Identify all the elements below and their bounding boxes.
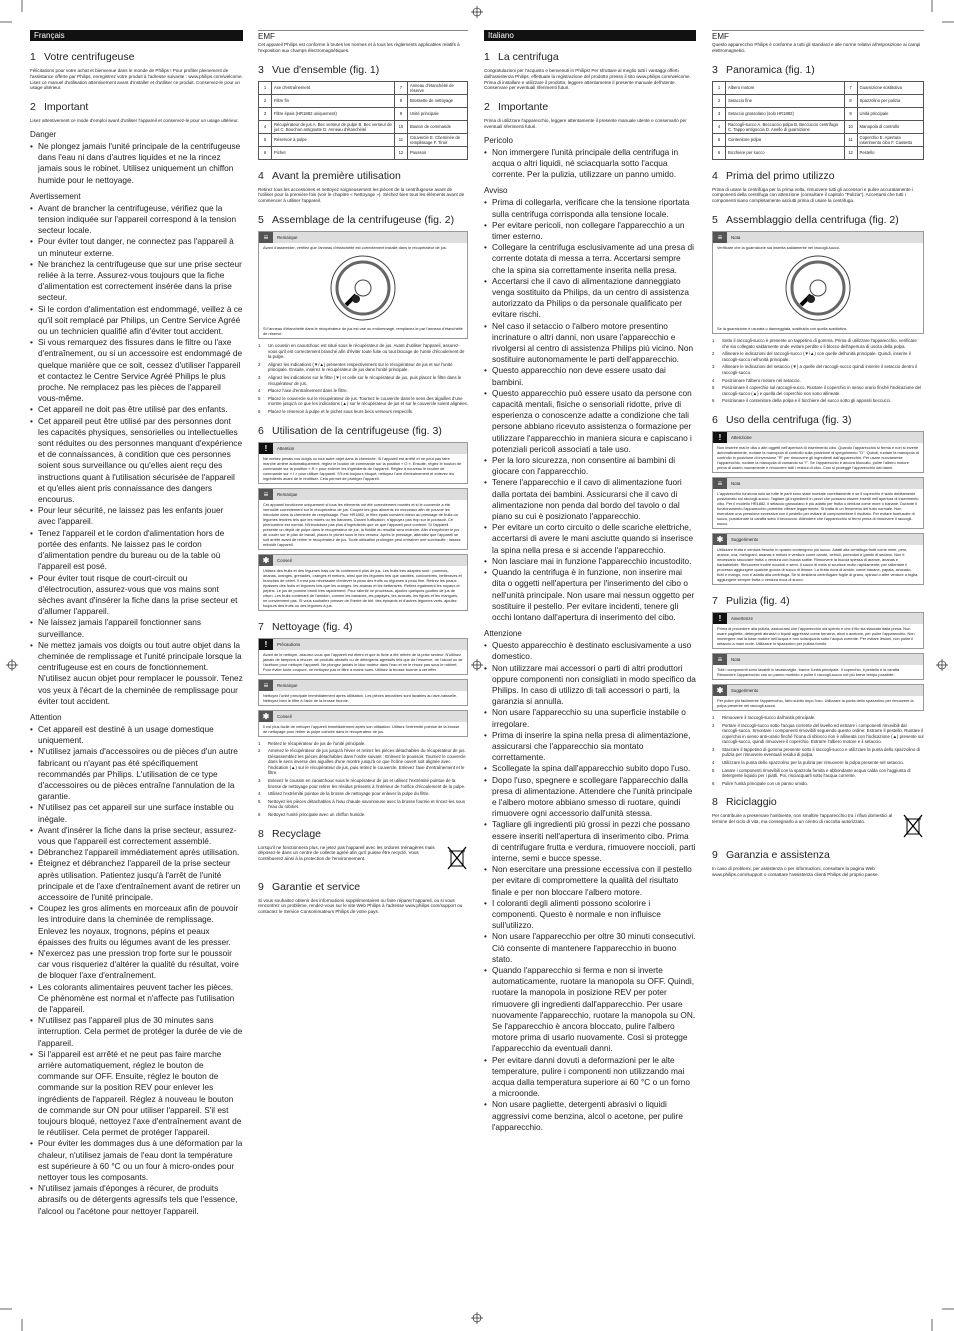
it-avviso-heading: Avviso	[484, 186, 508, 196]
it-s3-heading: 3 Panoramica (fig. 1)	[712, 63, 815, 76]
list-item: • Si le cordon d'alimentation est endommagé, veillez à ce qu'il soit remplacé par Philips, un Centre Service Agréé ou un technicien qualifié afin d'éviter tout accident.	[30, 304, 243, 338]
italian-column-2	[712, 30, 924, 881]
list-item: • Quando l'apparecchio si ferma e non si inverte automaticamente, ruotare la manopola su OFF. Quindi, ruotare la manopola in posizione REV per poter rimuovere gli ingredienti dall'apparecchio. Per usare nuovamente l'apparecchio, ruotare la manopola su ON. Se l'apparecchio è ancora bloccato, pulire l'albero motore prima di usarlo nuovamente. Così si protegge l'apparecchio da eventuali danni.	[484, 965, 696, 1055]
step-item: 4 Utilizzare la punta dello spazzolino per la pulizia per rimuovere la polpa presente nel setaccio.	[712, 760, 905, 766]
list-item: • Pour éviter tout risque de court-circuit ou d'électrocution, assurez-vous que vos mains sont sèches avant d'insérer la fiche dans la prise secteur et d'allumer l'appareil.	[30, 573, 243, 618]
list-item: • Les colorants alimentaires peuvent tacher les pièces. Ce phénomène est normal et n'affecte pas l'utilisation de l'appareil.	[30, 982, 243, 1016]
list-item: • N'utilisez jamais d'éponges à récurer, de produits abrasifs ou de détergents agressifs tels que l'essence, l'alcool ou l'acétone pour nettoyer l'appareil.	[30, 1183, 243, 1217]
step-item: 4 Placez l'axe d'entraînement dans le filtre.	[258, 388, 348, 394]
fr-s1-text: Félicitations pour votre achat et bienvenue dans le monde de Philips ! Pour profiter pleinement de l'assistance offerte par Philips, enregistrez votre produit à l'adresse suivante : www.philips.com/welcome. Lisez ce manuel d'utilisation attentivement avant d'installer et d'utiliser ce produit. Conservez-le pour un usage ultérieur.	[30, 68, 243, 91]
list-item: • Non immergere l'unità principale della centrifuga in acqua o altri liquidi, né sciacquarla sotto l'acqua corrente. Per la pulizia, utilizzare un panno umido.	[484, 147, 696, 181]
recycle-bin-icon	[446, 845, 468, 871]
list-item: • Non esercitare una pressione eccessiva con il pestello per evitare di compromettere la qualità del risultato finale e per non bloccare l'albero motore.	[484, 864, 696, 898]
it-s6-note-box: ≡ Nota L'apparecchio funziona solo se tutte le parti sono state montate correttamente e se il coperchio è stato debitamente posizionato sul raccogli-succo. Tagliare gli ingredienti in pezzi che possano essere inseriti nell'apertura di inserimento cibo. Per il modello HR1882, il setaccio grossolano è più adatto per frutta o verdura come more o banane. Durante il funzionamento l'apparecchio potrebbe vibrare leggermente. Si tratta di un fenomeno del tutto normale. Non esercitare una pressione eccessiva con il pestello per evitare di compromettere il risultato. Per evitare fuoriuscite di succo, posizionare la caraffa sotto il beccuccio. Attendere che l'apparecchio si fermi prima di rimuovere il raccogli-succo.	[712, 477, 924, 529]
list-item: • Avant d'insérer la fiche dans la prise secteur, assurez-vous que l'appareil est correctement assemblé.	[30, 825, 243, 847]
step-item: 3 Staccare il tappetino di gomma presente sotto il raccogli-succo e utilizzare la punta dello spazzolino di pulizia per rimuovere eventuali residui di polpa.	[712, 746, 920, 758]
it-pericolo-heading: Pericolo	[484, 135, 513, 145]
tip-icon: ✱	[713, 534, 727, 545]
it-s4-text: Prima di usare la centrifuga per la prima volta, rimuovere tutti gli accessori e pulire accuratamente i componenti della centrifuga con attenzione (consultare il capitolo "Pulizia"). Accertarsi che tutti i componenti siano completamente asciutti prima di usare la centrifuga.	[712, 186, 913, 204]
it-s4-heading: 4 Prima del primo utilizzo	[712, 169, 835, 182]
it-s5-heading: 5 Assemblaggio della centrifuga (fig. 2)	[712, 213, 899, 226]
fr-s6-note-box: ≡ Remarque Cet appareil fonctionne uniquement si tous les éléments ont été correctement montés et si le couvercle a été verrouillé correctement sur le récupérateur de jus. Coupez les gros aliments en morceaux afin de pouvoir les introduire dans la cheminée de remplissage. Pour HR1882, le filtre épais convient mieux au pressage de fruits ou légumes tendres tels que les mûres ou les bananes. Durant l'utilisation, n'appuyez pas trop sur le poussoir. Ce phénomène est normal. N'introduisez pas plus d'ingrédients que ce que l'appareil peut contenir. Si l'appareil présente un dépôt de pulpe dans le récupérateur de jus, la fluidité du résultat sera moindre. Afin d'empêcher le jus de couler sur le plan de travail, placez le pichet sous le bec verseur. Après le pressage, attendez que l'appareil se soit arrêté avant de retirer le récupérateur de jus. Toute utilisation prolongée peut entraîner une surchauffe ; laissez refroidir l'appareil.	[258, 488, 468, 550]
list-item: • Quando la centrifuga è in funzione, non inserire mai dita o oggetti nell'apertura per l'inserimento del cibo o nell'unità principale. Non usare mai nessun oggetto per sostituire il pestello. Per evitare incidenti, tenere gli occhi lontano dall'apertura di inserimento del cibo.	[484, 567, 696, 623]
warning-icon: !	[713, 613, 727, 624]
fr-s7-warning-box: ! Précautions Avant de le nettoyer, assurez-vous que l'appareil est éteint et que la fiche a été retirée de la prise secteur. N'utilisez jamais de tampons à récurer, de produits abrasifs ou de détergents agressifs tels que de l'essence, de l'alcool ou de l'acétone pour nettoyer l'appareil. Ne plongez jamais le bloc moteur dans l'eau et ne le rincez pas sous le robinet. Pour éviter toute coupure, ne nettoyez pas le filtre à mains nues. Utilisez la brosse fournie à cet effet.	[258, 638, 468, 675]
list-item: • N'exercez pas une pression trop forte sur le poussoir car vous risqueriez d'altérer la qualité du résultat, voire de bloquer l'axe d'entraînement.	[30, 948, 243, 982]
gasket-illustration	[717, 250, 919, 326]
fr-emf-text: Cet appareil Philips est conforme à toutes les normes et à tous les règlements applicables relatifs à l'exposition aux champs électromagnétiques.	[258, 42, 460, 53]
list-item: • Per evitare danni dovuti a deformazioni per le alte temperature, pulire i componenti non utilizzando mai acqua dalla temperatura superiore ai 60 °C o un forno a microonde.	[484, 1055, 696, 1100]
french-column	[30, 30, 243, 1217]
step-item: 3 Alignez les indications sur le filtre (▼) et celle sur le récupérateur de jus, puis placez le filtre dans le récupérateur de jus.	[258, 374, 462, 386]
italian-column	[484, 30, 696, 1133]
it-s5-note1: Verificare che la guarnizione sia inserita saldamente nel raccogli-succo.	[717, 244, 841, 250]
list-item: • Scollegate la spina dall'apparecchio subito dopo l'uso.	[484, 763, 696, 774]
list-item: • Débranchez l'appareil immédiatement après utilisation.	[30, 847, 243, 858]
fr-attention-list	[30, 724, 243, 1217]
list-item: • Dopo l'uso, spegnere e scollegare l'apparecchio dalla presa di alimentazione. Attendere che l'unità principale e l'albero motore abbiano smesso di ruotare, quindi rimuovere ogni accessorio dall'unità stessa.	[484, 775, 696, 820]
tip-icon: ✱	[259, 555, 273, 566]
list-item: • Non usare l'apparecchio per oltre 30 minuti consecutivi. Ciò consente di mantenere l'apparecchio in buono stato.	[484, 931, 696, 965]
it-s7-steps	[712, 715, 924, 787]
step-item: 5 Nettoyez les pièces détachables à l'eau chaude savonneuse avec la brosse fournie et rincez-les sous l'eau du robinet.	[258, 798, 466, 810]
it-s7-warning-box: ! Avvertenze Prima di procedere alla pulizia, assicurarsi che l'apparecchio sia spento e che il filo sia staccato dalla presa. Non usare pagliette, detergenti abrasivi o liquidi aggressivi come benzina, alcol o acetone, per pulire l'apparecchio. Non immergere mai la base motore nell'acqua e non sciacquarla sotto l'acqua corrente. Per evitare lesioni, non pulire il setaccio a mani nude. Utilizzare lo spazzolino per pulizia fornito.	[712, 612, 924, 649]
fr-danger-heading: Danger	[30, 129, 57, 139]
fr-s6-heading: 6 Utilisation de la centrifugeuse (fig. 3)	[258, 424, 442, 437]
list-item: • I coloranti degli alimenti possono scolorire i componenti. Questo è normale e non influisce sull'utilizzo.	[484, 898, 696, 932]
list-item: • Si vous remarquez des fissures dans le filtre ou l'axe d'entraînement, ou si un accessoire est endommagé de quelque manière que ce soit, cessez d'utiliser l'appareil et contactez le Centre Service Agréé Philips le plus proche. Ne remplacez pas les pièces de l'appareil vous-même.	[30, 337, 243, 404]
emf-tag-fr: EMF	[258, 30, 468, 42]
fr-s4-heading: 4 Avant la première utilisation	[258, 169, 401, 182]
table-row: 6 Bicchiere per succo 12 Pestello	[713, 146, 924, 159]
fr-s5-note1: Avant d'assembler, vérifiez que l'anneau d'étanchéité est correctement installé dans le récupérateur de jus.	[263, 244, 447, 250]
step-item: 6 Posizionare il contenitore della polpa e il bicchiere del succo sotto gli appositi beccucci.	[712, 398, 892, 404]
fr-s7-heading: 7 Nettoyage (fig. 4)	[258, 620, 353, 633]
tip-icon: ✱	[713, 685, 727, 696]
list-item: • Avant de brancher la centrifugeuse, vérifiez que la tension indiquée sur l'appareil correspond à la tension secteur locale.	[30, 203, 243, 237]
table-row: 3 Setaccio grossolano (solo HR1882) 9 Unità principale	[713, 107, 924, 120]
list-item: • Cet appareil peut être utilisé par des personnes dont les capacités physiques, sensorielles ou intellectuelles sont réduites ou des personnes manquant d'expérience et de connaissances, à condition que ces personnes soient sous surveillance ou qu'elles aient reçu des instructions quant à l'utilisation sécurisée de l'appareil et qu'elles aient pris connaissance des dangers encourus.	[30, 416, 243, 506]
warning-icon: !	[259, 443, 273, 454]
step-item: 1 Sotto il raccogli-succo è presente un tappetino di gomma. Prima di utilizzare l'apparecchio, verificare che sia collegato saldamente onde evitare perdite o il blocco dell'apertura di uscita della polpa.	[712, 337, 917, 349]
note-icon: ≡	[259, 232, 273, 243]
it-s2-heading: 2 Importante	[484, 101, 549, 114]
fr-s7-note-box: ≡ Remarque Nettoyez l'unité principale immédiatement après utilisation. Les pièces amovibles sont lavables au lave-vaisselle. Nettoyez bien le filtre à l'aide de la brosse fournie.	[258, 679, 468, 706]
fr-s5-note-box: ≡ Remarque Avant d'assembler, vérifiez que l'anneau d'étanchéité est correctement installé dans le récupérateur de jus. Si l'anneau d'étanchéité dans le récupérateur de jus est usé ou endommagé, remplacez-le par l'anneau d'étanchéité de réserve.	[258, 231, 468, 339]
fr-s8-heading: 8 Recyclage	[258, 827, 322, 840]
fr-s6-warning-box: ! Attention Ne mettez jamais vos doigts ou tout autre objet dans la cheminée. Si l'appareil est arrêté et ne peut pas faire marche arrière automatiquement, réglez le bouton de commande sur la position « O ». Ensuite, réglez le bouton de commande sur la position « R » pour enlever les ingrédients de l'appareil. Réglez à nouveau le bouton de commande sur « I » pour utiliser l'appareil. S'il est toujours bloqué, nettoyez l'axe d'entraînement et enlevez les ingrédients avant de le réutiliser. Cela permet de protéger l'appareil.	[258, 442, 468, 484]
list-item: • Non utilizzare mai accessori o parti di altri produttori oppure componenti non consigliati in modo specifico da Philips. In caso di utilizzo di tali accessori o parti, la garanzia si annulla.	[484, 663, 696, 708]
list-item: • Prima di inserire la spina nella presa di alimentazione, assicurarsi che l'apparecchio sia montato correttamente.	[484, 730, 696, 764]
table-row: 4 Raccogli-succo A. Beccuccio polpa B. Beccuccio centrifuga C. Tappo antigoccia D. Anello di guarnizione 10 Manopola di controllo	[713, 120, 924, 133]
fr-s2-text: Lisez attentivement ce mode d'emploi avant d'utiliser l'appareil et conservez-le pour un usage ultérieur.	[30, 118, 239, 124]
list-item: • Si l'appareil est arrêté et ne peut pas faire marche arrière automatiquement, réglez le bouton de commande sur OFF. Ensuite, réglez le bouton de commande sur la position REV pour enlever les ingrédients de l'appareil. Réglez à nouveau le bouton de commande sur ON pour utiliser l'appareil. S'il est toujours bloqué, nettoyez l'axe d'entraînement avant de le réutiliser. Cela permet de protéger l'appareil.	[30, 1049, 243, 1139]
it-s6-tips-box: ✱ Suggerimento Utilizzare frutta e verdura fresche in quanto contengono più succo. Adatti alla centrifuga frutti come mele, pere, arance, uva, melograni, ananas e meloni e verdure come carote, cetrioli, pomodori e gambi di sedano. Non è necessario sbucciare frutta o verdura con buccia sottile. Rimuovere la buccia spessa di arance, ananas e barbabietole. Rimuovere inoltre noccioli e semi. Il succo di mela si scurisce molto rapidamente; per rallentare il processo aggiungere qualche goccia di succo di limone. La frutta ricca di amido, come banane, papaia, avocado, fichi e mango, non è adatta alla centrifuga. Se si desidera centrifugare foglie di grano, spinaci o altre verdure a foglia, aggiungere sempre frutta o verdura ricca di succo.	[712, 533, 924, 585]
it-s5-note-box: ≡ Nota Verificare che la guarnizione sia inserita saldamente nel raccogli-succo. Se la guarnizione è usurata o danneggiata, sostituirla con quella sostitutiva.	[712, 231, 924, 334]
fr-attention-heading: Attention	[30, 712, 62, 722]
it-s7-note-box: ≡ Nota Tutti i componenti sono lavabili in lavastoviglie, tranne l'unità principale. Il coperchio, il pestello e la caraffa. Rimuovere l'apparecchio con un panno morbido e pulire il raccogli-succo nel più breve tempo possibile.	[712, 653, 924, 680]
list-item: • Tenere l'apparecchio e il cavo di alimentazione fuori dalla portata dei bambini. Assicurarsi che il cavo di alimentazione non penda dal bordo del tavolo o dal piano su cui è posizionato l'apparecchio.	[484, 477, 696, 522]
it-s6-heading: 6 Uso della centrifuga (fig. 3)	[712, 413, 852, 426]
list-item: • Cet appareil est destiné à un usage domestique uniquement.	[30, 724, 243, 746]
note-icon: ≡	[713, 478, 727, 489]
table-row: 2 Setaccio fine 8 Spazzolino per pulizia	[713, 94, 924, 107]
it-s9-heading: 9 Garanzia e assistenza	[712, 849, 830, 862]
it-s9-text: In caso di problemi, per assistenza o per informazioni, consultare la pagina Web www.philips.com/support o contattare l'assistenza clienti Philips del proprio paese.	[712, 866, 879, 878]
table-row: 5 Contenitore polpa 11 Coperchio E. Apertura inserimento cibo F. Cassetto	[713, 133, 924, 146]
step-item: 3 Enlevez le coussin en caoutchouc sous le récupérateur de jus et utilisez l'extrémité pointue de la brosse de nettoyage pour retirer les résidus présents à l'intérieur de l'orifice d'écoulement de la pulpe.	[258, 778, 466, 789]
table-row: 4 Récupérateur de jus A. Bec verseur de pulpe B. Bec verseur de jus C. Bouchon antigoutte D. Anneau d'étanchéité 10 Bouton de commande	[259, 120, 468, 133]
list-item: • N'utilisez pas l'appareil plus de 30 minutes sans interruption. Cela permet de protéger la durée de vie de l'appareil.	[30, 1015, 243, 1049]
table-row: 1 Albero motore 7 Guarnizione sostitutiva	[713, 81, 924, 94]
it-s5-note2: Se la guarnizione è usurata o danneggiata, sostituirla con quella sostitutiva.	[717, 325, 847, 331]
list-item: • Ne laissez jamais l'appareil fonctionner sans surveillance.	[30, 617, 243, 639]
it-s7-tips-box: ✱ Suggerimento Per pulire più facilmente l'apparecchio, farlo subito dopo l'uso. Utilizzare la punta dello spazzolino per rimuovere la polpa presente nel raccogli-succo.	[712, 684, 924, 711]
it-s5-steps	[712, 338, 924, 404]
it-attenzione-list	[484, 640, 696, 1133]
table-row: 2 Filtre fin 8 Brossette de nettoyage	[259, 94, 468, 107]
fr-avert-heading: Avertissement	[30, 191, 81, 201]
it-s7-heading: 7 Pulizia (fig. 4)	[712, 594, 790, 607]
list-item: • Prima di collegarla, verificare che la tensione riportata sulla centrifuga corrisponda alla tensione locale.	[484, 197, 696, 219]
step-item: 5 Placez le couvercle sur le récupérateur de jus. Tournez le couvercle dans le sens des aiguilles d'une montre jusqu'à ce que les indications (▲) sur le récupérateur de jus et sur le couvercle soient alignées.	[258, 395, 468, 407]
step-item: 5 Posizionare il coperchio sul raccogli-succo. Ruotare il coperchio in senso orario finché l'indicazione del raccogli-succo (▲) e quella del coperchio non sono allineate.	[712, 385, 922, 396]
step-item: 1 Rimuovere il raccogli-succo dall'unità principale.	[712, 714, 816, 720]
fr-danger-list	[30, 141, 243, 186]
fr-s3-heading: 3 Vue d'ensemble (fig. 1)	[258, 63, 380, 76]
step-item: 6 Pulire l'unità principale con un panno umido.	[712, 780, 809, 786]
fr-s1-heading: 1 Votre centrifugeuse	[30, 51, 135, 63]
table-row: 5 Réservoir à pulpe 11 Couvercle E. Cheminée de remplissage F. Tiroir	[259, 133, 468, 146]
step-item: 5 Lavare i componenti rimovibili con la spazzola fornita e abbondante acqua calda con l'aggiunta di detergente liquido per i piatti. Poi, risciacquarli sotto l'acqua corrente.	[712, 767, 911, 779]
fr-parts-table	[258, 81, 468, 160]
list-item: • Non usare l'apparecchio su una superficie instabile o irregolare.	[484, 707, 696, 729]
table-row: 1 Axe d'entraînement 7 Anneau d'étanchéité de réserve	[259, 81, 468, 94]
fr-s9-text: Si vous souhaitez obtenir des informations supplémentaires ou faire réparer l'appareil, ou si vous rencontrez un problème, rendez-vous sur le site Web Philips à l'adresse www.philips.com/support ou contactez le Service Consommateurs Philips de votre pays.	[258, 897, 463, 915]
list-item: • Pour leur sécurité, ne laissez pas les enfants jouer avec l'appareil.	[30, 505, 243, 527]
list-item: • Éteignez et débranchez l'appareil de la prise secteur après utilisation. Patientez jusqu'à l'arrêt de l'unité principale et de l'axe d'entraînement avant de retirer un accessoire de l'unité principale.	[30, 858, 243, 903]
note-icon: ≡	[713, 654, 727, 665]
it-s1-heading: 1 La centrifuga	[484, 51, 559, 63]
step-item: 1 Retirez le récupérateur de jus de l'unité principale.	[258, 740, 366, 746]
list-item: • Per evitare un corto circuito o delle scariche elettriche, accertarsi di avere le mani asciutte quando si inserisce la spina nella presa e si accende l'apparecchio.	[484, 522, 696, 556]
it-pericolo-list	[484, 147, 696, 181]
list-item: • Pour éviter tout danger, ne connectez pas l'appareil à un minuteur externe.	[30, 236, 243, 258]
table-row: 3 Filtre épais (HR1882 uniquement) 9 Unité principale	[259, 107, 468, 120]
it-avviso-list	[484, 197, 696, 623]
list-item: • Questo apparecchio non deve essere usato dai bambini.	[484, 365, 696, 387]
fr-avert-list	[30, 203, 243, 707]
list-item: • Ne plongez jamais l'unité principale de la centrifugeuse dans l'eau ni dans d'autres liquides et ne la rincez jamais sous le robinet. Utilisez uniquement un chiffon humide pour le nettoyage.	[30, 141, 243, 186]
list-item: • Tenez l'appareil et le cordon d'alimentation hors de portée des enfants. Ne laissez pas le cordon d'alimentation pendre du bureau ou de la table où l'appareil est posé.	[30, 528, 243, 573]
list-item: • Collegare la centrifuga esclusivamente ad una presa di corrente dotata di messa a terra. Accertarsi sempre che la spina sia correttamente inserita nella presa.	[484, 242, 696, 276]
fr-s8-text: Lorsqu'il ne fonctionnera plus, ne jetez pas l'appareil avec les ordures ménagères mais déposez-le dans un centre de collecte agréé afin qu'il puisse être recyclé. Vous contribuerez ainsi à la protection de l'environnement.	[258, 844, 435, 862]
list-item: • N'utilisez pas cet appareil sur une surface instable ou inégale.	[30, 802, 243, 824]
fr-s5-heading: 5 Assemblage de la centrifugeuse (fig. 2)	[258, 213, 455, 226]
step-item: 2 Alignez les indications (▼/▲) présentes respectivement sur le récupérateur de jus et sur l'unité principale. Ensuite, insérez le récupérateur de jus dans l'unité principale.	[258, 361, 453, 373]
it-emf-text: Questo apparecchio Philips è conforme a tutti gli standard e alle norme relativi all'esposizione ai campi elettromagnetici.	[712, 42, 921, 53]
it-s2-text: Prima di utilizzare l'apparecchio, leggere attentamente il presente manuale utente e conservarlo per eventuali riferimenti futuri.	[484, 118, 687, 129]
it-attenzione-heading: Attenzione	[484, 629, 522, 639]
language-tag-it: Italiano	[484, 30, 696, 41]
step-item: 2 Amenez le récupérateur de jus jusqu'à l'évier et retirez les pièces détachables du récupérateur de jus. Désassemblez les pièces détachables dans l'ordre suivant : Enlevez le poussoir. Tournez le couvercle dans le sens inverse des aiguilles d'une montre jusqu'à ce que l'icône ouvert soit alignée avec l'indication (▲) sur le récupérateur de jus, puis retirez le couvercle. Enlevez l'axe d'entraînement et le filtre.	[258, 748, 466, 776]
language-tag-fr: Français	[30, 30, 243, 41]
fr-s7-tips-box: ✱ Conseil Il est plus facile de nettoyer l'appareil immédiatement après son utilisation. Utilisez l'extrémité pointue de la brosse de nettoyage pour retirer la pulpe coincée dans le récupérateur de jus.	[258, 710, 468, 737]
step-item: 6 Nettoyez l'unité principale avec un chiffon humide.	[258, 812, 366, 818]
list-item: • Questo apparecchio può essere usato da persone con capacità mentali, fisiche o sensoriali ridotte, prive di esperienza o conoscenze adatte a condizione che tali persone abbiano ricevuto assistenza o formazione per utilizzare l'apparecchio in maniera sicura e capiscano i potenziali pericoli associati a tale uso.	[484, 388, 696, 455]
list-item: • Coupez les gros aliments en morceaux afin de pouvoir les introduire dans la cheminée de remplissage. Enlevez les noyaux, trognons, pépins et peaux épaisses des fruits ou légumes avant de les presser.	[30, 903, 243, 948]
list-item: • Non usare pagliette, detergenti abrasivi o liquidi aggressivi come benzina, alcol o acetone, per pulire l'apparecchio.	[484, 1099, 696, 1133]
list-item: • Per la loro sicurezza, non consentire ai bambini di giocare con l'apparecchio.	[484, 455, 696, 477]
step-item: 4 Posizionare l'albero motore nel setaccio.	[712, 377, 801, 383]
it-s8-heading: 8 Riciclaggio	[712, 796, 777, 809]
fr-s4-text: Retirez tous les accessoires et nettoyez soigneusement les pièces de la centrifugeuse avant de l'utiliser pour la première fois (voir le chapitre « Nettoyage »). Séchez bien tous les éléments avant de commencer à utiliser l'appareil.	[258, 186, 465, 204]
fr-s7-steps	[258, 741, 468, 818]
note-icon: ≡	[259, 489, 273, 500]
gasket-illustration	[263, 250, 463, 326]
fr-s6-tips-box: ✱ Conseil Utilisez des fruits et des légumes frais car ils contiennent plus de jus. Les fruits très adaptés sont : pommes, ananas, oranges, grenades, oranges et melons, ainsi que les légumes tels que carottes, concombres, betteraves et branches de céleri. Il n'est pas nécessaire d'enlever la peau des fruits ou légumes à peau fine. Retirez les peaux épaisses des fruits et légumes tels que les oranges, les ananas et les betteraves. Retirez également les noyaux et pépins. Le jus de pomme brunit très rapidement. Pour ralentir ce processus, ajoutez quelques gouttes de jus de citron. Les fruits contenant de l'amidon, comme les bananes, les papayes, les avocats, les figues et les mangues, ne conviennent pas. Si vous souhaitez presser de l'herbe de blé, des épinards et d'autres légumes verts, ajoutez toujours des fruits ou des légumes à jus.	[258, 554, 468, 611]
fr-s5-steps	[258, 343, 468, 415]
list-item: • Ne branchez la centrifugeuse que sur une prise secteur reliée à la terre. Assurez-vous toujours que la fiche d'alimentation est correctement insérée dans la prise secteur.	[30, 259, 243, 304]
it-parts-table	[712, 81, 924, 160]
fr-s2-heading: 2 Important	[30, 101, 89, 114]
table-row: 6 Pichet 12 Poussoir	[259, 146, 468, 159]
step-item: 4 Utilisez l'extrémité pointue de la brosse de nettoyage pour enlever la pulpe du filtre.	[258, 791, 430, 797]
warning-icon: !	[713, 432, 727, 443]
emf-tag-it: EMF	[712, 30, 924, 42]
list-item: • Non lasciare mai in funzione l'apparecchio incustodito.	[484, 556, 696, 567]
list-item: • N'utilisez jamais d'accessoires ou de pièces d'un autre fabricant ou n'ayant pas été spécifiquement recommandés par Philips. L'utilisation de ce type d'accessoires ou de pièces entraîne l'annulation de la garantie.	[30, 746, 243, 802]
list-item: • Per evitare pericoli, non collegare l'apparecchio a un timer esterno.	[484, 220, 696, 242]
step-item: 2 Portare il raccogli-succo sotto l'acqua corrente del lavello ed estrarre i componenti rimovibili dal raccogli-succo. Smontare i componenti rimovibili seguendo questo ordine: Estrarre il pestello. Ruotare il coperchio in senso anti-orario finché l'icona di sblocco non è allineata con l'indicazione (▲) presente sul raccogli-succo, quindi rimuovere il coperchio. Estrarre l'albero motore e il setaccio.	[712, 722, 924, 745]
french-column-2	[258, 30, 468, 918]
list-item: • Tagliare gli ingredienti più grossi in pezzi che possano essere inseriti nell'apertura di inserimento cibo. Prima di centrifugare frutta e verdura, rimuovere noccioli, parti interne, semi e bucce spesse.	[484, 819, 696, 864]
list-item: • Questo apparecchio è destinato esclusivamente a uso domestico.	[484, 640, 696, 662]
it-s6-warning-box: ! Attenzione Non inserire mai le dita o altri oggetti nell'apertura di inserimento cibo. Quando l'apparecchio si ferma e non si inverte automaticamente, ruotare la manopola di controllo sulla posizione di spegnimento "O". Quindi, ruotare la manopola di controllo in posizione di inversione "R" per rimuovere gli ingredienti dall'apparecchio. Per usare nuovamente l'apparecchio, ruotare la manopola di comando su "I". Se l'apparecchio è ancora bloccato, pulire l'albero motore prima di usarlo nuovamente e rimuovere tutti i residui di cibo. Così si protegge l'apparecchio dai danni.	[712, 431, 924, 473]
warning-icon: !	[259, 639, 273, 650]
fr-s9-heading: 9 Garantie et service	[258, 880, 361, 893]
step-item: 1 Un coussin en caoutchouc est situé sous le récupérateur de jus. Avant d'utiliser l'appareil, assurez-vous qu'il est correctement branché afin d'éviter toute fuite ou tout blocage de l'unité d'écoulement de la pulpe.	[258, 342, 465, 360]
list-item: • Accertarsi che il cavo di alimentazione danneggiato venga sostituito da Philips, da un centro di assistenza autorizzato da Philips o da personale qualificato per evitare rischi.	[484, 276, 696, 321]
step-item: 3 Allineare le indicazioni del setaccio (▼) a quelle del raccogli-succo quindi inserire il setaccio dentro il raccogli-succo.	[712, 364, 918, 375]
list-item: • Cet appareil ne doit pas être utilisé par des enfants.	[30, 404, 243, 415]
note-icon: ≡	[259, 680, 273, 691]
it-s8-text: Per contribuire a preservare l'ambiente, non smaltire l'apparecchio tra i rifiuti domestici al termine del ciclo di vita, ma consegnarlo a un centro di raccolta autorizzato.	[712, 813, 893, 825]
fr-s5-note2: Si l'anneau d'étanchéité dans le récupérateur de jus est usé ou endommagé, remplacez-le par l'anneau d'étanchéité de réserve.	[263, 325, 463, 336]
recycle-bin-icon	[902, 813, 924, 839]
list-item: • Pour éviter les dommages dus à une déformation par la chaleur, n'utilisez jamais de l'eau dont la température est supérieure à 60 °C ou un four à micro-ondes pour nettoyer tous les composants.	[30, 1138, 243, 1183]
list-item: • Nel caso il setaccio o l'albero motore presentino incrinature o altri danni, non usare l'apparecchio e rivolgersi al centro di assistenza Philips più vicino. Non sostituire autonomamente le parti dell'apparecchio.	[484, 321, 696, 366]
list-item: • Ne mettez jamais vos doigts ou tout autre objet dans la cheminée de remplissage et l'unité principale lorsque la centrifugeuse est en cours de fonctionnement. N'utilisez aucun objet pour remplacer le poussoir. Tenez vos yeux à l'écart de la cheminée de remplissage pour éviter tout accident.	[30, 640, 243, 707]
step-item: 6 Placez le réservoir à pulpe et le pichet sous leurs becs verseurs respectifs.	[258, 408, 414, 414]
tip-icon: ✱	[259, 711, 273, 722]
note-icon: ≡	[713, 232, 727, 243]
step-item: 2 Allineare le indicazioni del raccogli-succo (▼/▲) con quelle dell'unità principale. Quindi, inserire il raccogli-succo nell'unità principale.	[712, 351, 911, 362]
it-s1-text: Congratulazioni per l'acquisto e benvenuti in Philips! Per sfruttare al meglio tutti i vantaggi offerti dall'assistenza Philips, effettuate la registrazione del prodotto presso il sito www.philips.com/welcome. Prima di installare e utilizzare il prodotto, leggere attentamente il presente manuale dell'utente. Conservare per eventuali riferimenti futuri.	[484, 68, 691, 91]
